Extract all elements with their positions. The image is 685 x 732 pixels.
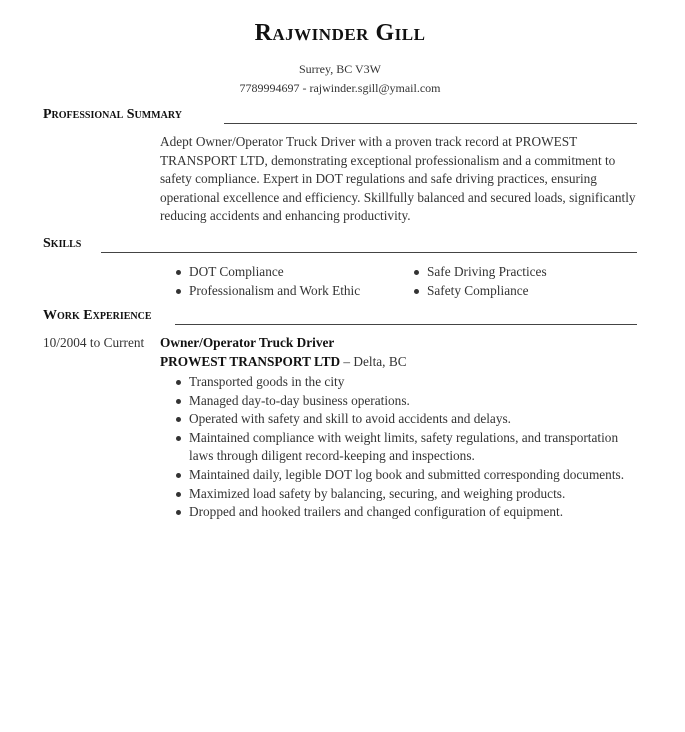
section-skills-header — [43, 236, 637, 256]
job-duties-list — [172, 373, 637, 522]
skill-item: Safe Driving Practices — [410, 263, 547, 282]
job-title: Owner/Operator Truck Driver — [160, 335, 335, 350]
job-company: PROWEST TRANSPORT LTD — [160, 354, 341, 369]
section-title-experience: Work Experience — [43, 308, 152, 323]
summary-paragraph: Adept Owner/Operator Truck Driver with a proven track record at PROWEST TRANSPORT LTD, demonstrating exceptional professionalism and a commitment to safety compliance. Expert in DOT regulations and safe driving practices, ensuring operational excellence and efficiency. Skillfully balanced and secured loads, significantly reducing accidents and enhancing productivity. — [160, 134, 636, 224]
duty-item: Maintained compliance with weight limits, safety regulations, and transportation laws through diligent record-keeping and inspections. — [172, 429, 637, 466]
candidate-name: Rajwinder Gill — [254, 20, 426, 46]
contact-phone-email: 7789994697 - rajwinder.sgill@ymail.com — [239, 81, 441, 95]
skills-list-left — [172, 263, 360, 300]
skills-list-right — [410, 263, 547, 300]
job-location: – Delta, BC — [340, 354, 407, 369]
duty-item: Maintained daily, legible DOT log book and submitted corresponding documents. — [172, 466, 637, 485]
job-company-line — [160, 354, 407, 370]
section-divider — [224, 123, 637, 124]
duty-item: Operated with safety and skill to avoid accidents and delays. — [172, 410, 637, 429]
skill-item: Safety Compliance — [410, 282, 547, 301]
contact-location: Surrey, BC V3W — [299, 62, 381, 76]
section-divider — [101, 252, 637, 253]
section-summary-header — [43, 107, 637, 127]
duty-item: Transported goods in the city — [172, 373, 637, 392]
duty-item: Managed day-to-day business operations. — [172, 392, 637, 411]
skill-item: Professionalism and Work Ethic — [172, 282, 360, 301]
duty-item: Dropped and hooked trailers and changed configuration of equipment. — [172, 503, 637, 522]
section-title-summary: Professional Summary — [43, 107, 182, 122]
section-title-skills: Skills — [43, 236, 82, 251]
duty-item: Maximized load safety by balancing, securing, and weighing products. — [172, 485, 637, 504]
skill-item: DOT Compliance — [172, 263, 360, 282]
section-experience-header — [43, 308, 637, 328]
job-dates: 10/2004 to Current — [43, 335, 145, 350]
section-divider — [175, 324, 637, 325]
